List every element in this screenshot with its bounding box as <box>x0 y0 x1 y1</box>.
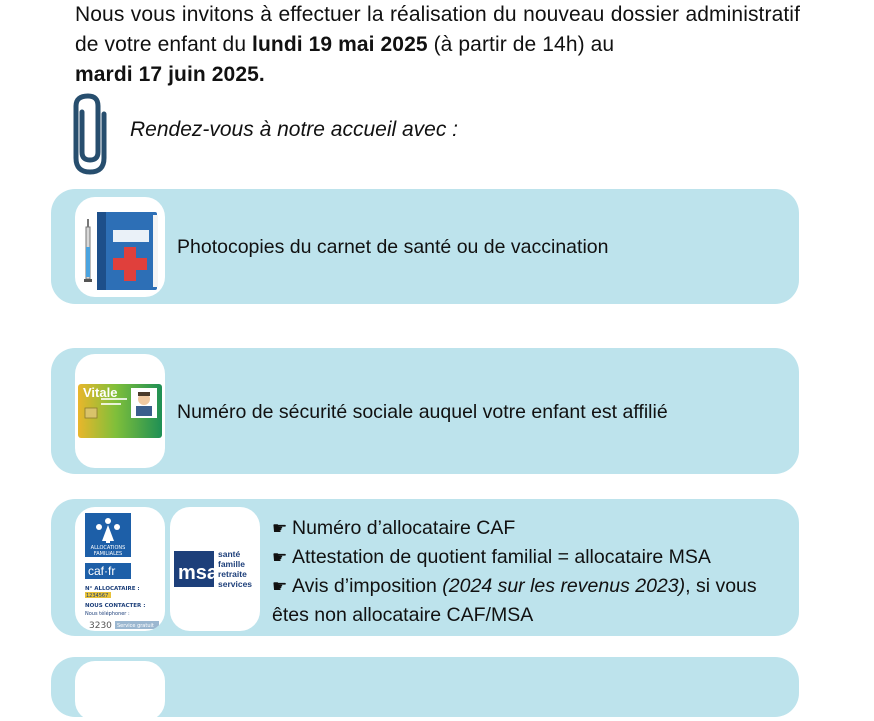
caf-service: Service gratuit <box>117 623 154 629</box>
caf-phone: 3230 <box>89 621 112 631</box>
vitale-card <box>51 348 799 474</box>
list-item <box>272 572 792 601</box>
list-item-text: Numéro d’allocataire CAF <box>292 517 516 539</box>
list-item-continuation: êtes non allocataire CAF/MSA <box>272 604 534 626</box>
msa-mark: msa <box>178 562 219 584</box>
intro-text: Nous vous invitons à effectuer la réalisation du nouveau dossier administratif de votre enfant du <box>75 3 800 56</box>
msa-line3: retraite <box>218 569 247 579</box>
intro-paragraph <box>75 0 800 90</box>
list-item-text: Avis d’imposition <box>292 575 443 597</box>
caf-brand: caf·fr <box>88 564 116 578</box>
caf-line2: FAMILIALES <box>93 551 123 557</box>
caf-phone-label: Nous téléphoner : <box>85 611 130 617</box>
health-card <box>51 189 799 304</box>
msa-logo <box>170 507 260 631</box>
intro-text-2: (à partir de 14h) au <box>427 33 615 56</box>
start-date: lundi 19 mai 2025 <box>252 33 428 56</box>
list-item <box>272 514 792 543</box>
caf-line1: ALLOCATIONS <box>90 545 126 551</box>
list-item <box>272 543 792 572</box>
end-date: mardi 17 juin 2025. <box>75 63 265 86</box>
caf-msa-list <box>272 514 792 629</box>
vitale-label: Vitale <box>83 385 118 400</box>
next-card <box>51 657 799 717</box>
next-card-icon <box>75 661 165 721</box>
msa-line2: famille <box>218 559 245 569</box>
vitale-card-icon <box>75 354 165 468</box>
pointing-hand-icon: ☛ <box>272 548 288 567</box>
health-book-icon <box>75 197 165 297</box>
vitale-card-text: Numéro de sécurité sociale auquel votre enfant est affilié <box>177 401 668 423</box>
msa-line4: services <box>218 579 253 589</box>
caf-no-label: N° ALLOCATAIRE : <box>85 586 140 592</box>
paperclip-icon <box>68 92 112 176</box>
list-item-text: Attestation de quotient familial = allocataire MSA <box>292 546 711 568</box>
list-item-note: (2024 sur les revenus 2023) <box>442 575 686 597</box>
health-card-text: Photocopies du carnet de santé ou de vaccination <box>177 236 609 258</box>
pointing-hand-icon: ☛ <box>272 519 288 538</box>
caf-logo <box>75 507 165 631</box>
caf-no-value: 1234567 <box>86 593 109 599</box>
pointing-hand-icon: ☛ <box>272 577 288 596</box>
caf-contact: NOUS CONTACTER : <box>85 603 146 609</box>
subtitle: Rendez-vous à notre accueil avec : <box>130 118 459 141</box>
list-item-text-end: , si vous <box>685 575 757 597</box>
msa-line1: santé <box>218 549 241 559</box>
